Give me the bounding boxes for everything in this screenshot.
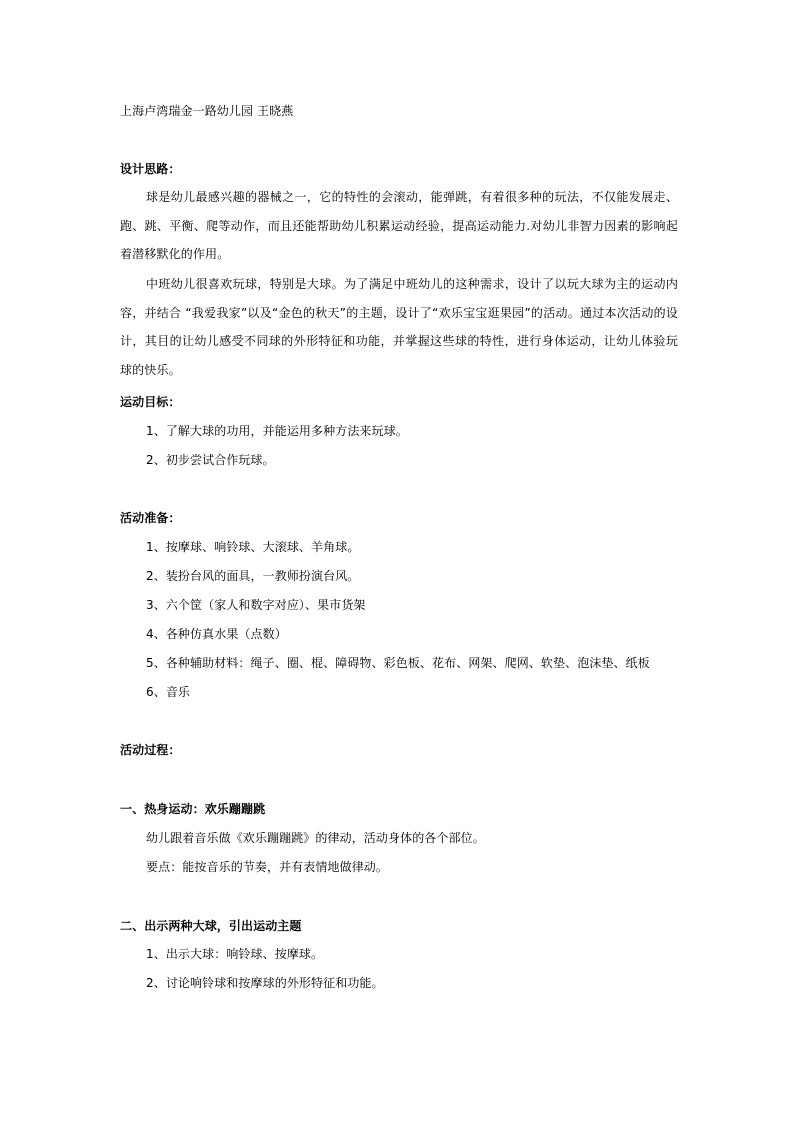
author-line: 上海卢湾瑞金一路幼儿园 王晓燕: [120, 104, 294, 118]
goal-item-1: 1、了解大球的功用，并能运用多种方法来玩球。: [146, 424, 408, 438]
prep-item-1: 1、按摩球、响铃球、大滚球、羊角球。: [146, 540, 360, 554]
process-heading: 活动过程：: [120, 743, 181, 757]
document-page: [120, 0, 680, 1122]
prep-item-3: 3、六个筐（家人和数字对应）、果市货架: [146, 598, 366, 612]
design-paragraph-2: 中班幼儿很喜欢玩球，特别是大球。为了满足中班幼儿的这种需求，设计了以玩大球为主的运动内容，并结合 “我爱我家”以及“金色的秋天”的主题，设计了“欢乐宝宝逛果园”的活动。通过本次活动的设计，其目的让幼儿感受不同球的外形特征和功能，并掌握这些球的特性，进行身体运动，让幼儿体验玩球的快乐。: [120, 277, 678, 377]
section-1-title: 一、热身运动：欢乐蹦蹦跳: [120, 802, 266, 816]
design-paragraph-1: 球是幼儿最感兴趣的器械之一，它的特性的会滚动，能弹跳，有着很多种的玩法，不仅能发展走、跑、跳、平衡、爬等动作，而且还能帮助幼儿积累运动经验，提高运动能力.对幼儿非智力因素的影响起着潜移默化的作用。: [120, 190, 678, 261]
design-heading: 设计思路：: [120, 162, 181, 176]
section-1-line-2: 要点：能按音乐的节奏，并有表情地做律动。: [146, 860, 389, 874]
prep-heading: 活动准备：: [120, 511, 181, 525]
prep-item-4: 4、各种仿真水果（点数）: [146, 627, 287, 641]
section-2-line-2: 2、讨论响铃球和按摩球的外形特征和功能。: [146, 976, 384, 990]
prep-item-5: 5、各种辅助材料：绳子、圈、棍、障碍物、彩色板、花布、网架、爬网、软垫、泡沫垫、纸板: [146, 656, 650, 670]
section-2-line-1: 1、出示大球：响铃球、按摩球。: [146, 947, 324, 961]
section-2-title: 二、出示两种大球，引出运动主题: [120, 919, 302, 933]
prep-item-2: 2、装扮台风的面具，一教师扮演台风。: [146, 569, 360, 583]
prep-item-6: 6、音乐: [146, 685, 191, 699]
goal-item-2: 2、初步尝试合作玩球。: [146, 453, 275, 467]
section-1-line-1: 幼儿跟着音乐做《欢乐蹦蹦跳》的律动，活动身体的各个部位。: [146, 831, 485, 845]
goals-heading: 运动目标：: [120, 395, 181, 409]
